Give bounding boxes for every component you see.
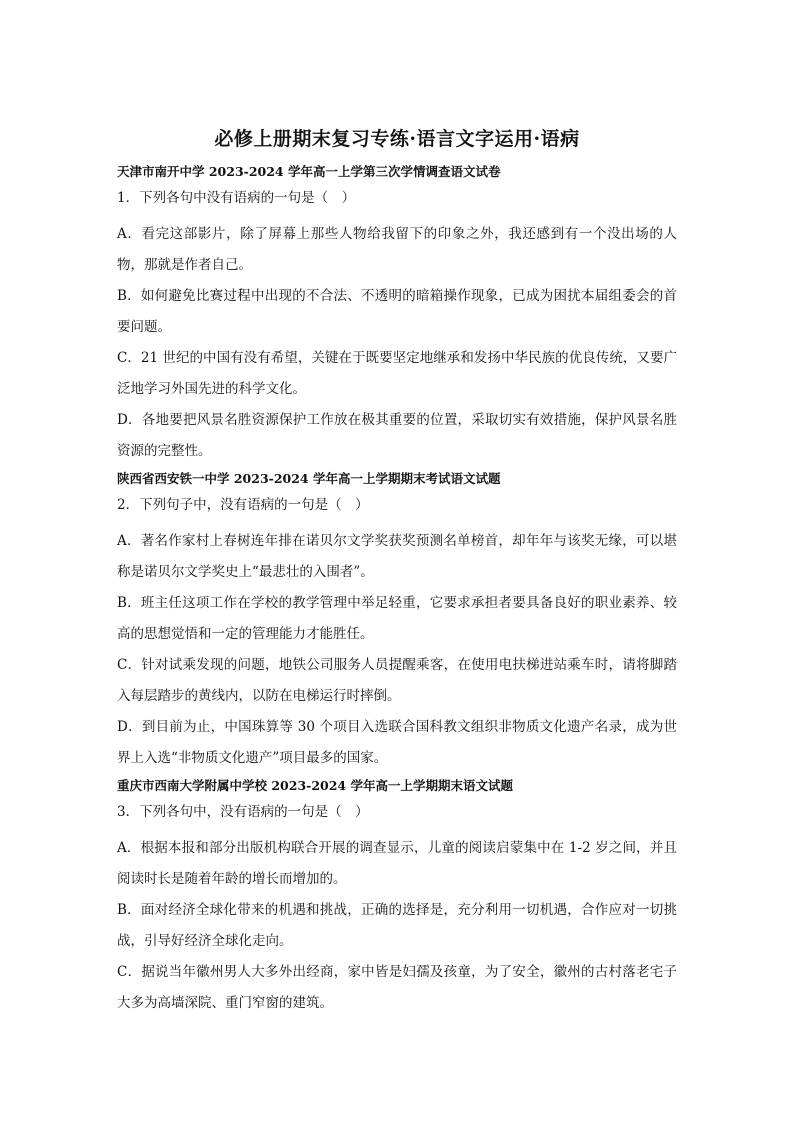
option-a: A．看完这部影片，除了屏幕上那些人物给我留下的印象之外，我还感到有一个没出场的人物，那就是作者自己。 [117, 226, 677, 273]
option-a: A．根据本报和部分出版机构联合开展的调查显示，儿童的阅读启蒙集中在 1-2 岁之间，并且阅读时长是随着年龄的增长而增加的。 [117, 840, 677, 887]
question-source: 天津市南开中学 2023-2024 学年高一上学第三次学情调查语文试卷 [117, 164, 501, 179]
option-d: D．到目前为止，中国珠算等 30 个项目入选联合国科教文组织非物质文化遗产名录，成为世界上入选“非物质文化遗产”项目最多的国家。 [117, 719, 677, 766]
option-b: B．如何避免比赛过程中出现的不合法、不透明的暗箱操作现象，已成为困扰本届组委会的首要问题。 [117, 288, 677, 335]
question-stem: 2．下列句子中，没有语病的一句是（ ） [117, 497, 369, 513]
question-stem: 1．下列各句中没有语病的一句是（ ） [117, 190, 356, 206]
option-c: C．21 世纪的中国有没有希望，关键在于既要坚定地继承和发扬中华民族的优良传统，又要广泛地学习外国先进的科学文化。 [117, 350, 677, 397]
option-b: B．面对经济全球化带来的机遇和挑战，正确的选择是，充分利用一切机遇，合作应对一切挑战，引导好经济全球化走向。 [117, 902, 677, 949]
option-list [117, 833, 677, 1019]
option-a: A．著名作家村上春树连年排在诺贝尔文学奖获奖预测名单榜首，却年年与该奖无缘，可以堪称是诺贝尔文学奖史上“最悲壮的入围者”。 [117, 533, 677, 580]
option-list [117, 526, 677, 774]
option-d: D．各地要把风景名胜资源保护工作放在极其重要的位置，采取切实有效措施，保护风景名胜资源的完整性。 [117, 412, 677, 459]
option-list [117, 219, 677, 467]
option-b: B．班主任这项工作在学校的教学管理中举足轻重，它要求承担者要具备良好的职业素养、较高的思想觉悟和一定的管理能力才能胜任。 [117, 595, 677, 642]
question-source: 陕西省西安铁一中学 2023-2024 学年高一上学期期末考试语文试题 [117, 471, 501, 486]
page-title: 必修上册期末复习专练·语言文字运用·语病 [214, 128, 580, 150]
question-source: 重庆市西南大学附属中学校 2023-2024 学年高一上学期期末语文试题 [117, 778, 513, 793]
question-stem: 3．下列各句中，没有语病的一句是（ ） [117, 804, 369, 820]
document-body [117, 162, 677, 1019]
option-c: C．针对试乘发现的问题，地铁公司服务人员提醒乘客，在使用电扶梯进站乘车时，请将脚踏入每层踏步的黄线内，以防在电梯运行时摔倒。 [117, 657, 677, 704]
option-c: C．据说当年徽州男人大多外出经商，家中皆是妇孺及孩童，为了安全，徽州的古村落老宅子大多为高墙深院、重门窄窗的建筑。 [117, 964, 677, 1011]
